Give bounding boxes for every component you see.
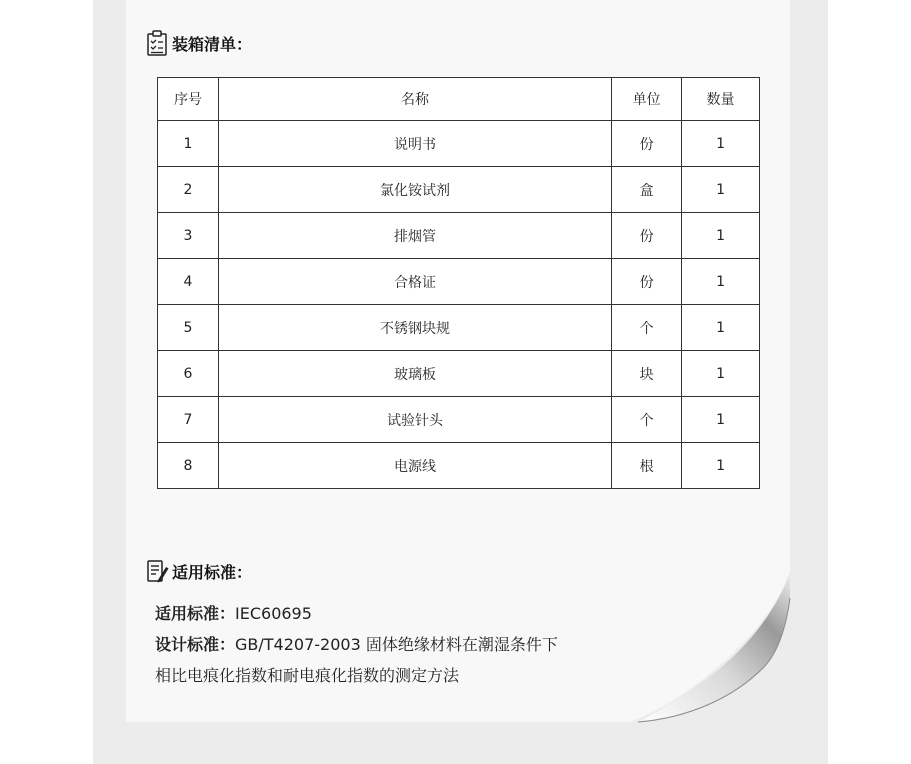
cell-unit: 个: [612, 397, 682, 443]
cell-name: 玻璃板: [218, 351, 611, 397]
cell-qty: 1: [682, 259, 760, 305]
applicable-standard-line: [155, 598, 635, 629]
packing-list-heading: [146, 30, 252, 56]
cell-unit: 份: [612, 213, 682, 259]
cell-no: 1: [158, 121, 219, 167]
cell-qty: 1: [682, 351, 760, 397]
cell-name: 氯化铵试剂: [218, 167, 611, 213]
cell-name: 不锈钢块规: [218, 305, 611, 351]
cell-unit: 份: [612, 121, 682, 167]
cell-name: 电源线: [218, 443, 611, 489]
column-header-unit: 单位: [612, 78, 682, 121]
cell-no: 4: [158, 259, 219, 305]
table-row: [158, 121, 760, 167]
cell-unit: 个: [612, 305, 682, 351]
table-row: [158, 167, 760, 213]
cell-qty: 1: [682, 213, 760, 259]
cell-qty: 1: [682, 443, 760, 489]
cell-unit: 盒: [612, 167, 682, 213]
cell-qty: 1: [682, 305, 760, 351]
standards-title: 适用标准：: [172, 562, 253, 582]
cell-name: 试验针头: [218, 397, 611, 443]
cell-no: 3: [158, 213, 219, 259]
cell-qty: 1: [682, 121, 760, 167]
page-curl-decoration: [628, 568, 792, 724]
table-row: [158, 213, 760, 259]
table-row: [158, 443, 760, 489]
cell-name: 合格证: [218, 259, 611, 305]
standards-heading: [146, 558, 252, 584]
design-standard-value: GB/T4207-2003 固体绝缘材料在潮湿条件下: [235, 635, 558, 654]
table-row: [158, 259, 760, 305]
cell-qty: 1: [682, 167, 760, 213]
table-row: [158, 397, 760, 443]
clipboard-checklist-icon: [146, 30, 168, 56]
column-header-name: 名称: [218, 78, 611, 121]
cell-no: 8: [158, 443, 219, 489]
cell-no: 7: [158, 397, 219, 443]
column-header-qty: 数量: [682, 78, 760, 121]
cell-unit: 份: [612, 259, 682, 305]
standards-text: [155, 598, 635, 691]
cell-unit: 根: [612, 443, 682, 489]
cell-name: 排烟管: [218, 213, 611, 259]
cell-no: 5: [158, 305, 219, 351]
applicable-standard-label: 适用标准：: [155, 604, 236, 623]
design-standard-line: [155, 629, 635, 660]
cell-no: 6: [158, 351, 219, 397]
cell-qty: 1: [682, 397, 760, 443]
cell-unit: 块: [612, 351, 682, 397]
column-header-no: 序号: [158, 78, 219, 121]
packing-list-table: [157, 77, 760, 489]
cell-name: 说明书: [218, 121, 611, 167]
document-pen-icon: [146, 558, 168, 584]
cell-no: 2: [158, 167, 219, 213]
table-row: [158, 305, 760, 351]
applicable-standard-value: IEC60695: [235, 604, 312, 623]
design-standard-label: 设计标准：: [155, 635, 236, 654]
packing-list-title: 装箱清单：: [172, 34, 253, 54]
table-header-row: [158, 78, 760, 121]
table-row: [158, 351, 760, 397]
design-standard-line-cont: 相比电痕化指数和耐电痕化指数的测定方法: [155, 666, 460, 685]
